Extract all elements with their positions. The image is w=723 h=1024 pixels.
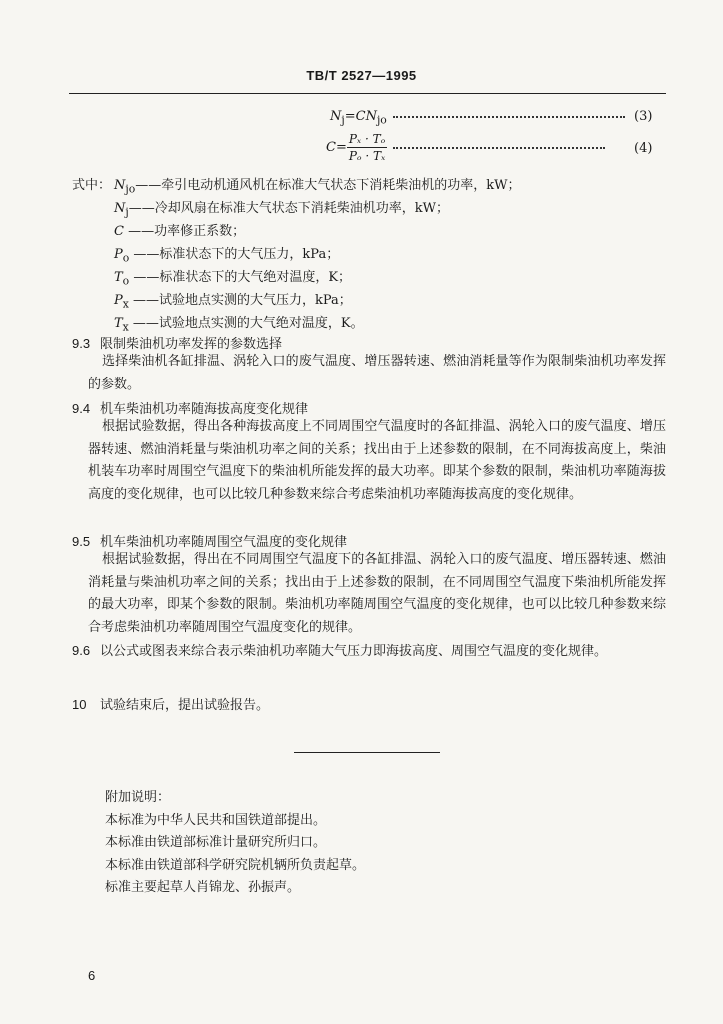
eq3-rhs: =CN bbox=[344, 109, 377, 124]
section-9-6: 9.6 以公式或图表来综合表示柴油机功率随大气压力即海拔高度、周围空气温度的变化规律。 bbox=[72, 643, 608, 659]
definition-lead: 式中： bbox=[72, 178, 112, 193]
eq4-fraction bbox=[347, 131, 387, 164]
definition-item: $T_o$ ——标准状态下的大气绝对温度，K； bbox=[114, 270, 352, 288]
header-rule bbox=[69, 93, 666, 94]
definition-item: $N_j——$冷却风扇在标准大气状态下消耗柴油机功率，kW； bbox=[114, 201, 449, 219]
notes-heading: 附加说明： bbox=[105, 790, 171, 805]
definition-item: $P_o$ ——标准状态下的大气压力，kPa； bbox=[114, 247, 340, 265]
equation-4-number: (4) bbox=[634, 141, 653, 156]
notes-line: 本标准由铁道部标准计量研究所归口。 bbox=[105, 835, 327, 851]
equation-3 bbox=[330, 109, 631, 127]
notes-line: 本标准由铁道部科学研究院机辆所负责起草。 bbox=[105, 857, 366, 873]
section-heading: 9.5 机车柴油机功率随周围空气温度的变化规律 bbox=[72, 534, 348, 550]
standard-header: TB/T 2527—1995 bbox=[306, 68, 417, 83]
eq3-leader bbox=[393, 116, 625, 118]
notes-line: 标准主要起草人肖锦龙、孙振声。 bbox=[105, 880, 301, 896]
section-heading: 9.4 机车柴油机功率随海拔高度变化规律 bbox=[72, 401, 309, 417]
eq3-rhs-sub: jo bbox=[376, 113, 387, 127]
eq4-numerator: Pₓ · Tₒ bbox=[348, 132, 386, 146]
eq4-denominator: Pₒ · Tₓ bbox=[348, 149, 386, 163]
definition-item: C ——功率修正系数； bbox=[114, 224, 246, 239]
eq3-lhs-sub: j bbox=[341, 113, 345, 127]
equation-4 bbox=[326, 131, 611, 164]
equation-3-number: (3) bbox=[634, 109, 653, 124]
eq3-lhs: N bbox=[330, 109, 342, 124]
section-paragraph: 选择柴油机各缸排温、涡轮入口的废气温度、增压器转速、燃油消耗量等作为限制柴油机功率发挥的参数。 bbox=[88, 354, 666, 392]
section-paragraph: 根据试验数据，得出在不同周围空气温度下的各缸排温、涡轮入口的废气温度、增压器转速、燃油消耗量与柴油机功率之间的关系；找出由于上述参数的限制，在不同周围空气温度下柴油机所能发挥的最大功率，即某个参数的限制。柴油机功率随周围空气温度的变化规律，也可以比较几种参数来综合考虑柴油机功率随周围空气温度变化的规律。 bbox=[88, 552, 666, 635]
section-10: 10 试验结束后，提出试验报告。 bbox=[72, 697, 270, 713]
section-paragraph: 根据试验数据，得出各种海拔高度上不同周围空气温度时的各缸排温、涡轮入口的废气温度、增压器转速、燃油消耗量与柴油机功率之间的关系；找出由于上述参数的限制，在不同海拔高度上，柴油机装车功率时周围空气温度下的柴油机所能发挥的最大功率。即某个参数的限制，柴油机功率随海拔高度的变化规律，也可以比较几种参数来综合考虑柴油机功率随海拔高度的变化规律。 bbox=[88, 419, 666, 502]
definition-item: $P_x$ ——试验地点实测的大气压力，kPa； bbox=[114, 293, 352, 311]
definition-item: $T_x$ ——试验地点实测的大气绝对温度，K。 bbox=[114, 316, 364, 334]
notes-line: 本标准为中华人民共和国铁道部提出。 bbox=[105, 812, 327, 828]
eq4-lhs: C= bbox=[326, 140, 347, 155]
section-heading: 9.3 限制柴油机功率发挥的参数选择 bbox=[72, 336, 283, 352]
eq4-leader bbox=[393, 147, 605, 149]
notes-block bbox=[105, 787, 365, 900]
end-rule bbox=[294, 752, 440, 753]
definition-item: $N_{jo}——$牵引电动机通风机在标准大气状态下消耗柴油机的功率，kW； bbox=[114, 178, 521, 196]
page-number: 6 bbox=[88, 968, 96, 983]
